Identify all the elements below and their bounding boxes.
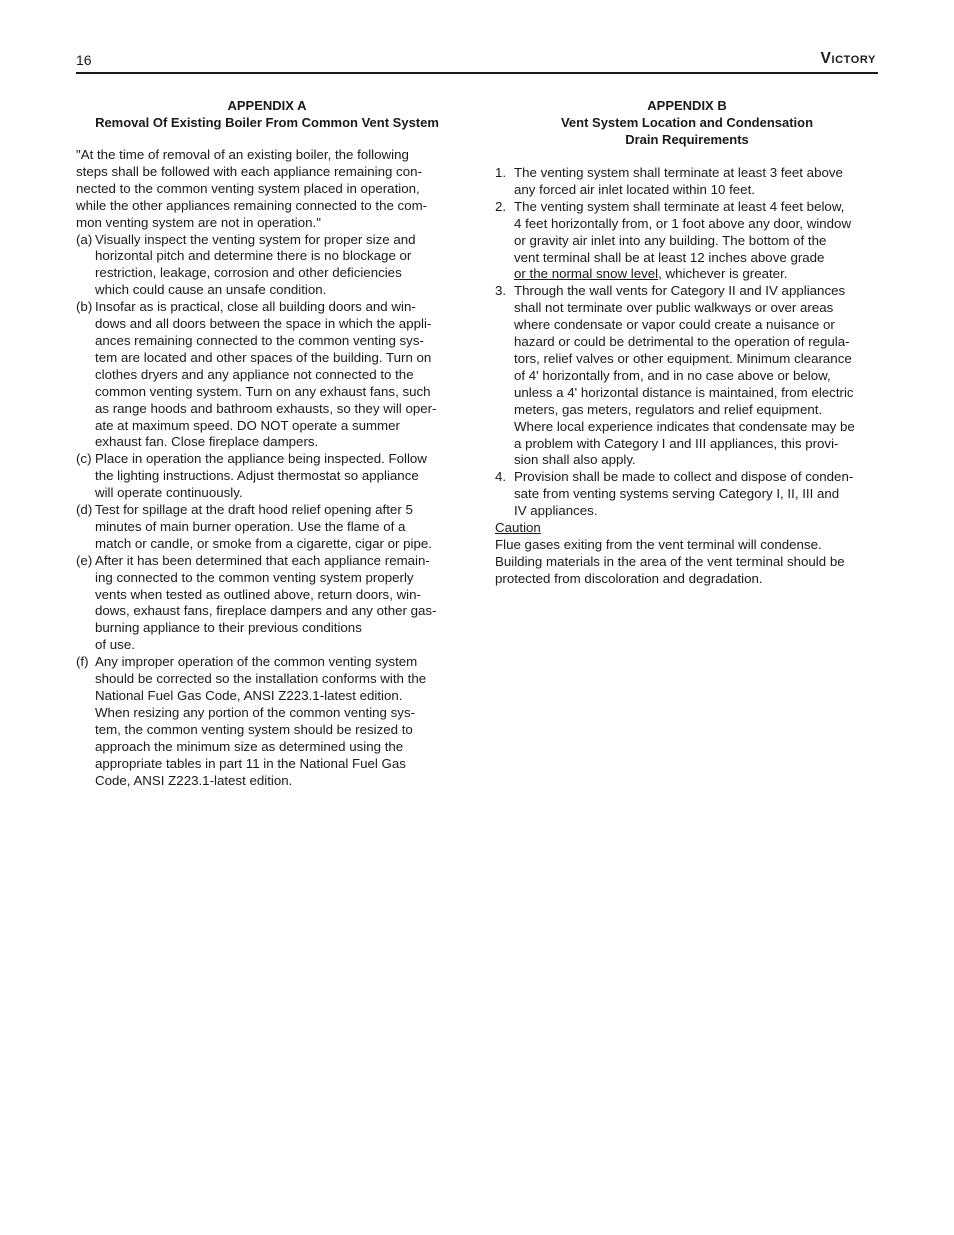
text-line: ing connected to the common venting system properly — [95, 569, 414, 585]
text-line: meters, gas meters, regulators and relief equipment. — [514, 401, 823, 417]
text-line: Place in operation the appliance being inspected. Follow — [95, 451, 427, 467]
appendix-a-subtitle: Removal Of Existing Boiler From Common Vent System — [95, 115, 439, 130]
step-marker: (a) — [76, 231, 93, 247]
requirement-item-1 — [495, 165, 879, 199]
text-line: which could cause an unsafe condition. — [95, 282, 327, 298]
text-line: minutes of main burner operation. Use the flame of a — [95, 518, 406, 534]
step-marker: (b) — [76, 299, 93, 315]
text-line: horizontal pitch and determine there is no blockage or — [95, 248, 412, 264]
requirement-item-4 — [495, 469, 879, 520]
text-line: ate at maximum speed. DO NOT operate a summer — [95, 417, 400, 433]
page-header — [76, 50, 878, 74]
text-line: 4 feet horizontally from, or 1 foot above any door, window — [514, 215, 852, 231]
text-line: The venting system shall terminate at least 3 feet above — [514, 165, 843, 180]
text-line: Any improper operation of the common venting system — [95, 654, 418, 670]
text-line: dows and all doors between the space in which the appli- — [95, 316, 432, 332]
requirement-marker: 1. — [495, 165, 507, 180]
text-line: burning appliance to their previous conditions — [95, 620, 362, 636]
text-line: When resizing any portion of the common venting sys- — [95, 704, 416, 720]
text-line: of use. — [95, 637, 135, 653]
caution-text: Flue gases exiting from the vent terminal will condense. Building materials in the area of the vent terminal should be protected from discoloration and degradation. — [495, 536, 845, 586]
text-line: Visually inspect the venting system for proper size and — [95, 231, 416, 247]
text-line: tem are located and other spaces of the building. Turn on — [95, 349, 432, 365]
appendix-b-title: APPENDIX B — [647, 98, 727, 113]
requirement-marker: 4. — [495, 469, 507, 485]
appendix-b-subtitle-line1: Vent System Location and Condensation — [560, 115, 814, 130]
text-line: clothes dryers and any appliance not connected to the — [95, 366, 414, 382]
text-line: sion shall also apply. — [514, 452, 636, 468]
text-line: Through the wall vents for Category II and IV appliances — [514, 283, 846, 299]
step-item-f — [76, 654, 458, 789]
text-line: appropriate tables in part 11 in the National Fuel Gas — [95, 755, 406, 771]
appendix-a-intro: "At the time of removal of an existing boiler, the following steps shall be followed with each appliance remaining con- nected to the common venting system placed in operation, while the other appliances remaining connected to the com- mon venting system are not in operation." — [76, 147, 428, 230]
text-line: a problem with Category I and III appliances, this provi- — [514, 435, 839, 451]
text-line: exhaust fan. Close fireplace dampers. — [95, 434, 319, 450]
step-marker: (d) — [76, 502, 93, 518]
text-line: vent terminal shall be at least 12 inches above grade — [514, 249, 825, 265]
text-line: the lighting instructions. Adjust thermostat so appliance — [95, 468, 419, 484]
text-line: of 4' horizontally from, and in no case above or below, — [514, 367, 831, 383]
text-line: restriction, leakage, corrosion and other deficiencies — [95, 265, 402, 281]
text-line: Code, ANSI Z223.1-latest edition. — [95, 772, 293, 788]
text-line: After it has been determined that each appliance remain- — [95, 552, 430, 568]
step-item-a — [76, 232, 458, 300]
text-line: unless a 4' horizontal distance is maintained, from electric — [514, 384, 854, 400]
step-marker: (c) — [76, 451, 92, 467]
text-line: tem, the common venting system should be resized to — [95, 721, 413, 737]
text-line: should be corrected so the installation conforms with the — [95, 671, 427, 687]
step-item-d — [76, 502, 458, 553]
text-line: or gravity air inlet into any building. The bottom of the — [514, 232, 827, 248]
text-line — [514, 266, 879, 283]
text-line: approach the minimum size as determined using the — [95, 738, 404, 754]
step-item-b — [76, 299, 458, 451]
brand-title: Victory — [820, 50, 876, 67]
requirement-marker: 2. — [495, 198, 507, 214]
text-line: as range hoods and bathroom exhausts, so they will oper- — [95, 400, 437, 416]
appendix-b-heading — [495, 97, 879, 148]
step-marker: (e) — [76, 552, 93, 568]
snow-level-rest: , whichever is greater. — [658, 266, 788, 282]
page-number: 16 — [76, 52, 92, 68]
text-line: vents when tested as outlined above, return doors, win- — [95, 586, 421, 602]
text-line: Where local experience indicates that condensate may be — [514, 418, 855, 434]
text-line: hazard or could be detrimental to the operation of regula- — [514, 334, 850, 350]
caution-title: Caution — [495, 520, 541, 536]
text-line: where condensate or vapor could create a nuisance or — [514, 317, 835, 333]
appendix-a-title: APPENDIX A — [227, 98, 307, 113]
text-line: tors, relief valves or other equipment. Minimum clearance — [514, 350, 852, 366]
requirement-marker: 3. — [495, 283, 507, 299]
text-line: ances remaining connected to the common venting sys- — [95, 332, 424, 348]
snow-level-underlined: or the normal snow level — [514, 266, 659, 282]
text-line: National Fuel Gas Code, ANSI Z223.1-latest edition. — [95, 688, 403, 703]
requirement-item-2 — [495, 199, 879, 284]
appendix-b-column — [495, 97, 879, 588]
text-line: Test for spillage at the draft hood relief opening after 5 — [95, 502, 413, 518]
text-line: match or candle, or smoke from a cigarette, cigar or pipe. — [95, 535, 432, 551]
text-line: will operate continuously. — [95, 485, 243, 501]
appendix-a-steps — [76, 232, 458, 790]
appendix-a-column — [76, 97, 458, 789]
text-line: sate from venting systems serving Category I, II, III and — [514, 486, 840, 502]
text-line: The venting system shall terminate at least 4 feet below, — [514, 198, 845, 214]
text-line: dows, exhaust fans, fireplace dampers and any other gas- — [95, 603, 437, 619]
text-line: Provision shall be made to collect and dispose of conden- — [514, 469, 854, 485]
text-line: shall not terminate over public walkways or over areas — [514, 300, 834, 316]
text-line: any forced air inlet located within 10 feet. — [514, 181, 755, 197]
requirement-item-3 — [495, 283, 879, 469]
appendix-a-heading — [76, 97, 458, 131]
appendix-b-requirements — [495, 165, 879, 520]
text-line: IV appliances. — [514, 503, 598, 519]
text-line: Insofar as is practical, close all building doors and win- — [95, 299, 416, 315]
appendix-b-subtitle-line2: Drain Requirements — [625, 132, 749, 147]
step-marker: (f) — [76, 654, 89, 670]
step-item-c — [76, 451, 458, 502]
text-line: common venting system. Turn on any exhaust fans, such — [95, 383, 431, 399]
step-item-e — [76, 553, 458, 654]
